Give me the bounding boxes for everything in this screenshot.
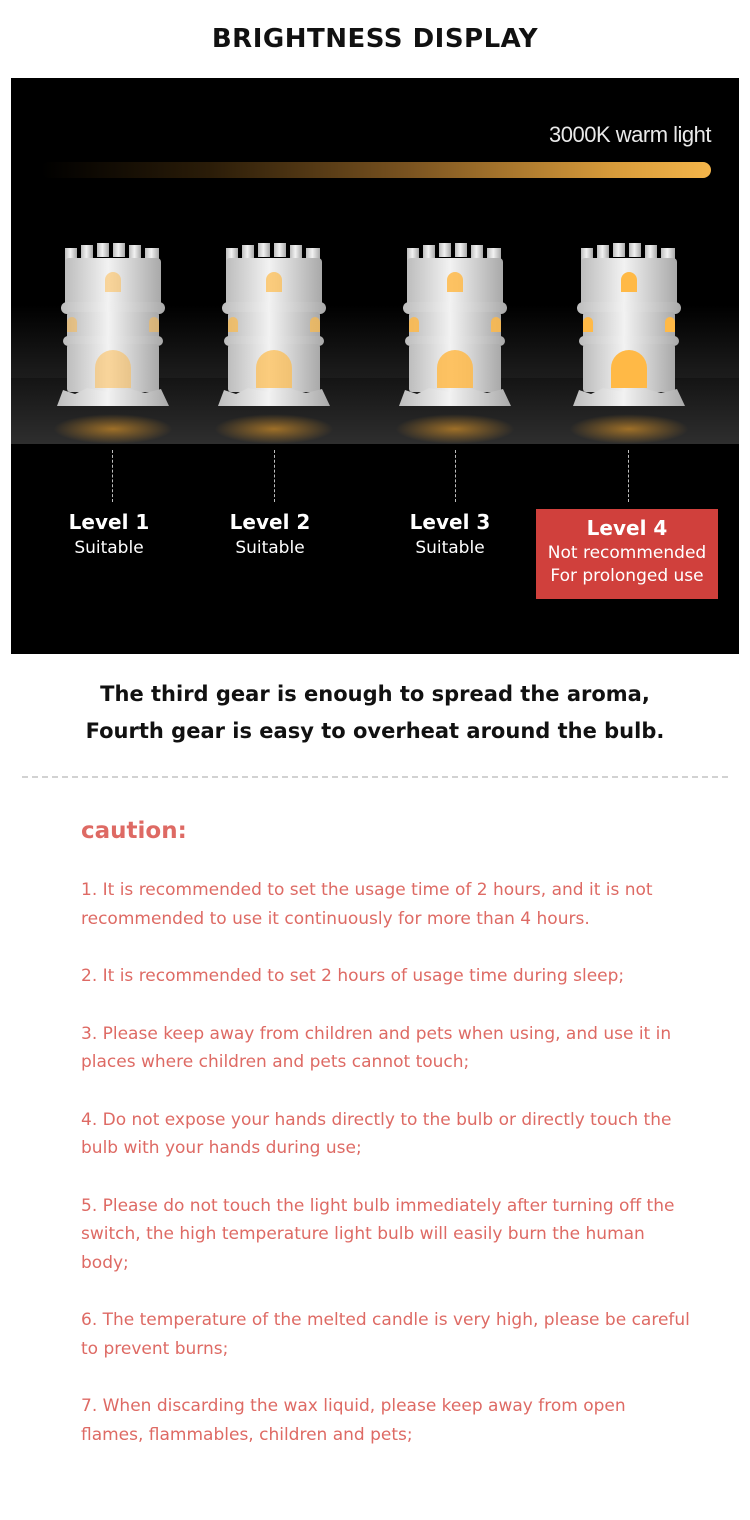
level-status-line-1: Not recommended [547,543,707,563]
level-name: Level 3 [409,510,491,534]
caution-item: 7. When discarding the wax liquid, please keep away from open flames, flammables, children and pets; [81,1396,626,1445]
level-1-label [19,508,199,560]
tagline-line-2: Fourth gear is easy to overheat around the bulb. [85,719,665,743]
level-status: Suitable [74,538,144,558]
tower-lamps-photo [11,78,739,444]
caution-item: 5. Please do not touch the light bulb immediately after turning off the switch, the high temperature light bulb will easily burn the human body; [81,1195,675,1273]
color-temperature-label: 3000K warm light [549,122,711,147]
caution-item: 1. It is recommended to set the usage time of 2 hours, and it is not recommended to use it continuously for more than 4 hours. [81,880,653,929]
lamp-glow-3 [395,414,515,444]
lamp-glow-4 [569,414,689,444]
lamp-glow-1 [53,414,173,444]
tower-lamp-icon [573,240,685,410]
level-name: Level 2 [229,510,311,534]
tagline-line-1: The third gear is enough to spread the aroma, [100,682,650,706]
level-status-line-2: For prolonged use [550,566,704,586]
level-divider-4 [628,450,629,502]
level-status: Suitable [415,538,485,558]
tower-lamp-level-3 [399,240,511,410]
caution-item: 4. Do not expose your hands directly to the bulb or directly touch the bulb with your hands during use; [81,1109,672,1158]
tower-lamp-level-2 [218,240,330,410]
tagline [0,676,750,750]
caution-heading: caution: [81,818,187,844]
tower-lamp-icon [57,240,169,410]
tower-lamp-level-4 [573,240,685,410]
page-title: BRIGHTNESS DISPLAY [211,24,539,54]
tower-lamp-level-1 [57,240,169,410]
level-divider-3 [455,450,456,502]
lamp-glow-2 [214,414,334,444]
level-name: Level 4 [586,516,668,540]
level-3-label [360,508,540,560]
warm-light-gradient-bar [41,162,711,178]
level-name: Level 1 [68,510,150,534]
caution-item: 2. It is recommended to set 2 hours of usage time during sleep; [81,966,625,986]
caution-item: 3. Please keep away from children and pets when using, and use it in places where children and pets cannot touch; [81,1023,672,1072]
brightness-panel [11,78,739,654]
caution-item: 6. The temperature of the melted candle is very high, please be careful to prevent burns; [81,1310,690,1359]
dashed-separator [22,776,728,778]
level-divider-2 [274,450,275,502]
tower-lamp-icon [399,240,511,410]
level-status: Suitable [235,538,305,558]
level-divider-1 [112,450,113,502]
tower-lamp-icon [218,240,330,410]
level-2-label [180,508,360,560]
caution-list [81,876,691,1478]
level-4-warning-box [536,509,718,599]
